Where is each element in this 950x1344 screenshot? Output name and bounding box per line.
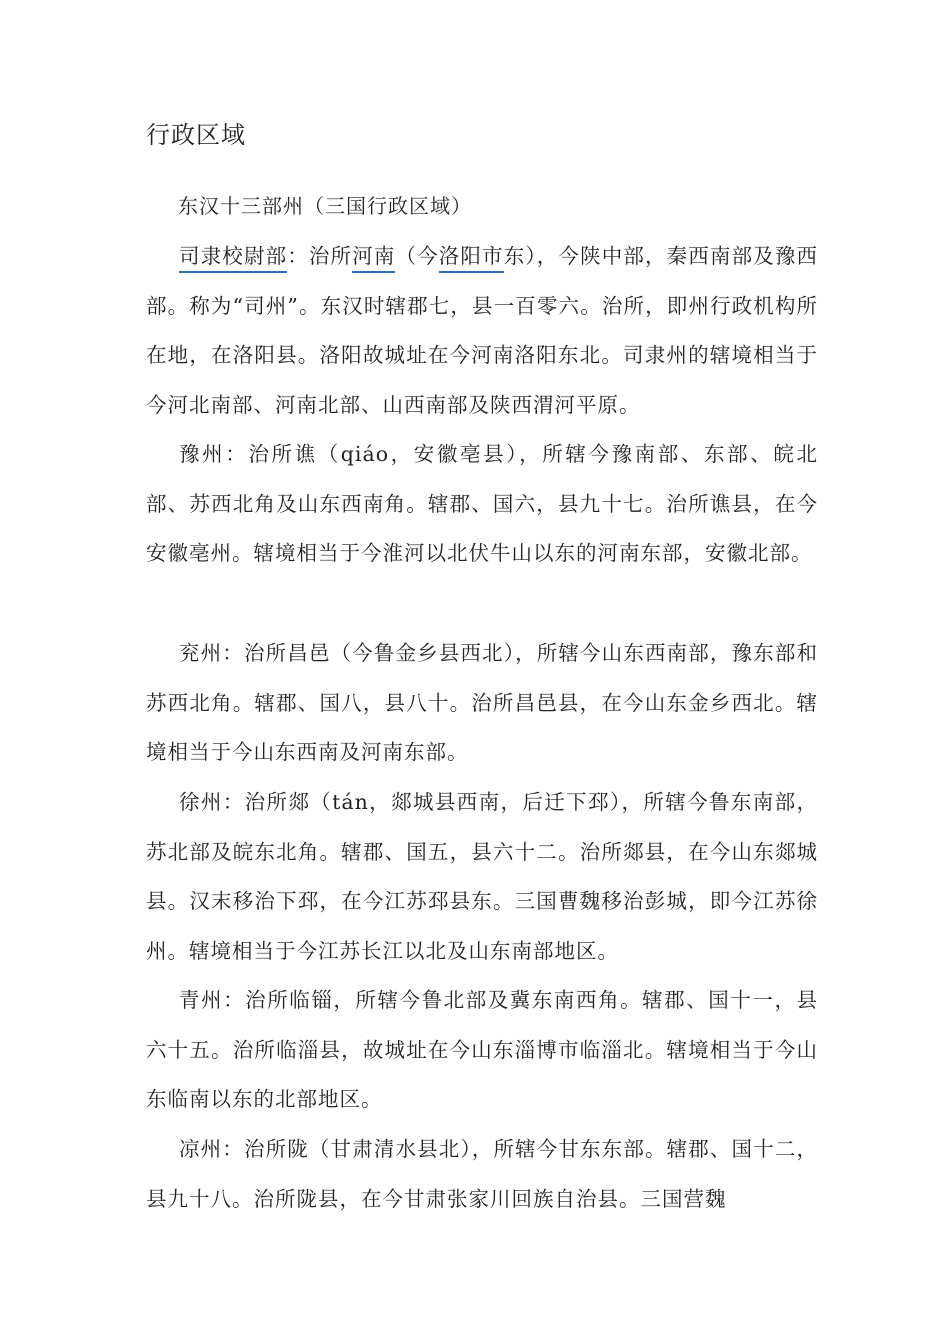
paragraph-qingzhou: 青州：治所临锱，所辖今鲁北部及冀东南西角。辖郡、国十一，县六十五。治所临淄县，故城址在今山东淄博市临淄北。辖境相当于今山东临南以东的北部地区。: [146, 988, 818, 1111]
paragraph-xuzhou: 徐州：治所郯（tán，郯城县西南，后迁下邳），所辖今鲁东南部，苏北部及皖东北角。辖郡、国五，县六十二。治所郯县，在今山东郯城县。汉末移治下邳，在今江苏邳县东。三国曹魏移治彭城，即今江苏徐州。辖境相当于今江苏长江以北及山东南部地区。: [146, 790, 818, 963]
link-sili-xiaowei-bu[interactable]: 司隶校尉部: [179, 244, 287, 273]
section-subtitle: 东汉十三部州（三国行政区域）: [178, 194, 472, 218]
paragraph-sili: 司隶校尉部：治所河南（今洛阳市东），今陕中部，秦西南部及豫西部。称为“司州”。东汉时辖郡七，县一百零六。治所，即州行政机构所在地，在洛阳县。洛阳故城址在今河南洛阳东北。司隶州的辖境相当于今河北南部、河南北部、山西南部及陕西渭河平原。: [146, 244, 819, 417]
link-henan[interactable]: 河南: [352, 244, 395, 273]
paragraph-yanzhou: 兖州：治所昌邑（今鲁金乡县西北），所辖今山东西南部，豫东部和苏西北角。辖郡、国八，县八十。治所昌邑县，在今山东金乡西北。辖境相当于今山东西南及河南东部。: [146, 641, 818, 764]
paragraph-yuzhou: 豫州：治所谯（qiáo，安徽亳县），所辖今豫南部、东部、皖北部、苏西北角及山东西南角。辖郡、国六，县九十七。治所谯县，在今安徽亳州。辖境相当于今淮河以北伏牛山以东的河南东部，安徽北部。: [146, 442, 818, 565]
paragraph-liangzhou: 凉州：治所陇（甘肃清水县北），所辖今甘东东部。辖郡、国十二，县九十八。治所陇县，在今甘肃张家川回族自治县。三国营魏: [146, 1137, 818, 1211]
page-title: 行政区域: [146, 121, 246, 149]
link-luoyang-city[interactable]: 洛阳市: [439, 244, 504, 273]
